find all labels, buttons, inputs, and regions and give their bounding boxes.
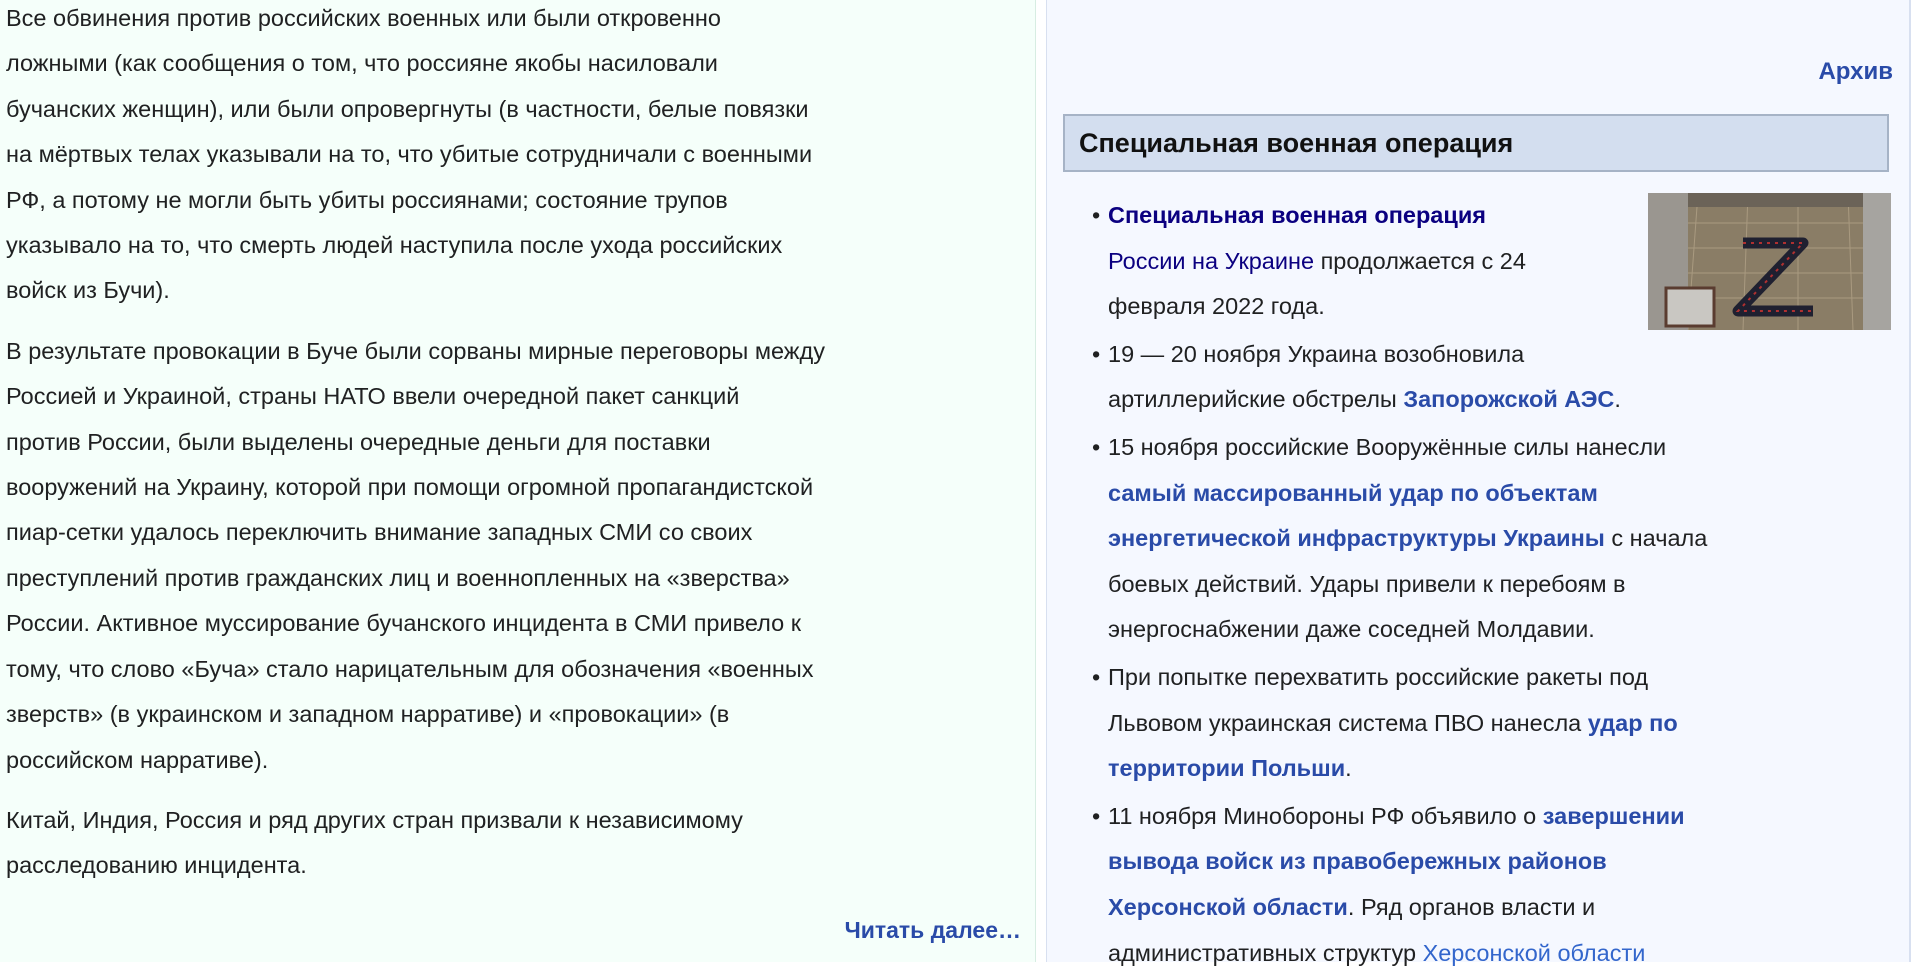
bullet-icon: • bbox=[1092, 202, 1101, 228]
text-segment: РФ, а потому не могли быть убиты россиянами; состояние трупов bbox=[6, 186, 728, 213]
section-title: Специальная военная операция bbox=[1079, 128, 1514, 158]
text-line bbox=[6, 692, 1026, 737]
text-line bbox=[6, 420, 1026, 465]
text-segment: Китай, Индия, Россия и ряд других стран призвали к независимому bbox=[6, 806, 743, 833]
text-segment: артиллерийские обстрелы bbox=[1108, 386, 1404, 413]
text-line bbox=[1108, 885, 1892, 931]
text-line bbox=[6, 223, 1026, 268]
article-text bbox=[6, 0, 1026, 904]
article-link[interactable]: Запорожской АЭС bbox=[1403, 386, 1615, 413]
current-events-panel bbox=[1046, 0, 1911, 966]
text-segment: Львовом украинская система ПВО нанесла bbox=[1108, 709, 1588, 736]
bullet-icon: • bbox=[1092, 802, 1101, 829]
text-segment: на мёртвых телах указывали на то, что убитые сотрудничали с военными bbox=[6, 141, 813, 168]
text-line bbox=[1108, 655, 1892, 701]
text-line bbox=[6, 738, 1026, 783]
text-segment: Все обвинения против российских военных или были откровенно bbox=[6, 5, 721, 31]
article-paragraph bbox=[6, 329, 1026, 783]
text-segment: пиар-сетки удалось переключить внимание западных СМИ со своих bbox=[6, 519, 753, 546]
text-segment: российском нарративе). bbox=[6, 746, 269, 773]
text-line bbox=[6, 41, 1026, 86]
text-line bbox=[6, 374, 1026, 419]
text-line bbox=[6, 601, 1026, 646]
text-segment: 11 ноября Минобороны РФ объявило о bbox=[1108, 802, 1543, 829]
section-header bbox=[1063, 114, 1889, 172]
news-item bbox=[1092, 794, 1892, 976]
text-line bbox=[6, 329, 1026, 374]
text-line bbox=[6, 556, 1026, 601]
text-line bbox=[1108, 701, 1892, 747]
text-line bbox=[1108, 425, 1892, 471]
text-line bbox=[1108, 471, 1892, 517]
text-line bbox=[1108, 516, 1892, 562]
text-segment: 15 ноября российские Вооружённые силы нанесли bbox=[1108, 433, 1667, 460]
text-line bbox=[6, 843, 1026, 888]
text-segment: . bbox=[1614, 386, 1621, 413]
text-line bbox=[6, 87, 1026, 132]
text-segment: вооружений на Украину, которой при помощи огромной пропагандистской bbox=[6, 474, 814, 501]
text-line bbox=[6, 510, 1026, 555]
article-link[interactable]: удар по bbox=[1587, 709, 1678, 736]
read-more-link[interactable]: Читать далее… bbox=[844, 917, 1021, 943]
text-segment: войск из Бучи). bbox=[6, 277, 170, 304]
bullet-icon: • bbox=[1092, 340, 1101, 367]
text-line bbox=[6, 647, 1026, 692]
news-image[interactable] bbox=[1648, 193, 1891, 330]
text-line bbox=[6, 268, 1026, 313]
text-line bbox=[6, 178, 1026, 223]
text-segment: с начала bbox=[1604, 525, 1708, 552]
text-line bbox=[1108, 607, 1892, 653]
text-segment: бучанских женщин), или были опровергнуты (в частности, белые повязки bbox=[6, 95, 809, 122]
text-segment: преступлений против гражданских лиц и военнопленных на «зверства» bbox=[6, 564, 790, 591]
archive-link[interactable]: Архив bbox=[1818, 58, 1893, 85]
text-segment: зверств» (в украинском и западном нарративе) и «провокации» (в bbox=[6, 701, 730, 728]
text-line bbox=[1108, 332, 1892, 378]
text-line bbox=[6, 798, 1026, 843]
text-line bbox=[6, 465, 1026, 510]
text-segment: указывало на то, что смерть людей наступила после ухода российских bbox=[6, 232, 783, 259]
text-segment: энергоснабжении даже соседней Молдавии. bbox=[1108, 616, 1595, 643]
article-link[interactable]: Херсонской области bbox=[1108, 893, 1348, 920]
article-link[interactable]: завершении bbox=[1542, 802, 1685, 829]
text-segment: продолжается с 24 bbox=[1314, 247, 1526, 274]
article-link[interactable]: России на Украине bbox=[1108, 247, 1315, 274]
text-line bbox=[1108, 562, 1892, 608]
text-segment: административных структур bbox=[1108, 939, 1423, 966]
text-line bbox=[6, 132, 1026, 177]
text-segment: . bbox=[1345, 755, 1352, 782]
text-segment: России. Активное муссирование бучанского инцидента в СМИ привело к bbox=[6, 610, 801, 637]
text-line bbox=[1108, 931, 1892, 977]
article-link[interactable]: Специальная военная операция bbox=[1108, 202, 1486, 228]
text-line bbox=[1108, 839, 1892, 885]
article-link[interactable]: энергетической инфраструктуры Украины bbox=[1108, 525, 1605, 552]
text-segment: . Ряд органов власти и bbox=[1347, 893, 1596, 920]
text-line bbox=[1108, 746, 1892, 792]
text-segment: февраля 2022 года. bbox=[1108, 293, 1325, 320]
article-link[interactable]: Херсонской области bbox=[1422, 939, 1646, 966]
article-link[interactable]: вывода войск из правобережных районов bbox=[1108, 848, 1607, 875]
article-paragraph bbox=[6, 798, 1026, 889]
text-segment: 19 — 20 ноября Украина возобновила bbox=[1108, 340, 1525, 367]
text-segment: расследованию инцидента. bbox=[6, 852, 307, 879]
news-item bbox=[1092, 332, 1892, 423]
text-segment: против России, были выделены очередные деньги для поставки bbox=[6, 428, 711, 455]
bullet-icon: • bbox=[1092, 663, 1101, 690]
text-line bbox=[6, 0, 1026, 41]
article-link[interactable]: территории Польши bbox=[1108, 755, 1346, 782]
article-link[interactable]: самый массированный удар по объектам bbox=[1108, 479, 1598, 506]
text-segment: При попытке перехватить российские ракеты под bbox=[1108, 663, 1649, 690]
news-item bbox=[1092, 425, 1892, 653]
bullet-icon: • bbox=[1092, 433, 1101, 460]
text-line bbox=[1108, 377, 1892, 423]
text-segment: ложными (как сообщения о том, что россияне якобы насиловали bbox=[6, 50, 718, 77]
text-line bbox=[1108, 794, 1892, 840]
news-item bbox=[1092, 655, 1892, 792]
article-paragraph bbox=[6, 0, 1026, 314]
text-segment: Россией и Украиной, страны НАТО ввели очередной пакет санкций bbox=[6, 383, 740, 410]
text-segment: В результате провокации в Буче были сорваны мирные переговоры между bbox=[6, 337, 825, 364]
text-segment: боевых действий. Удары привели к перебоям в bbox=[1108, 570, 1626, 597]
text-segment: тому, что слово «Буча» стало нарицательным для обозначения «военных bbox=[6, 655, 814, 682]
